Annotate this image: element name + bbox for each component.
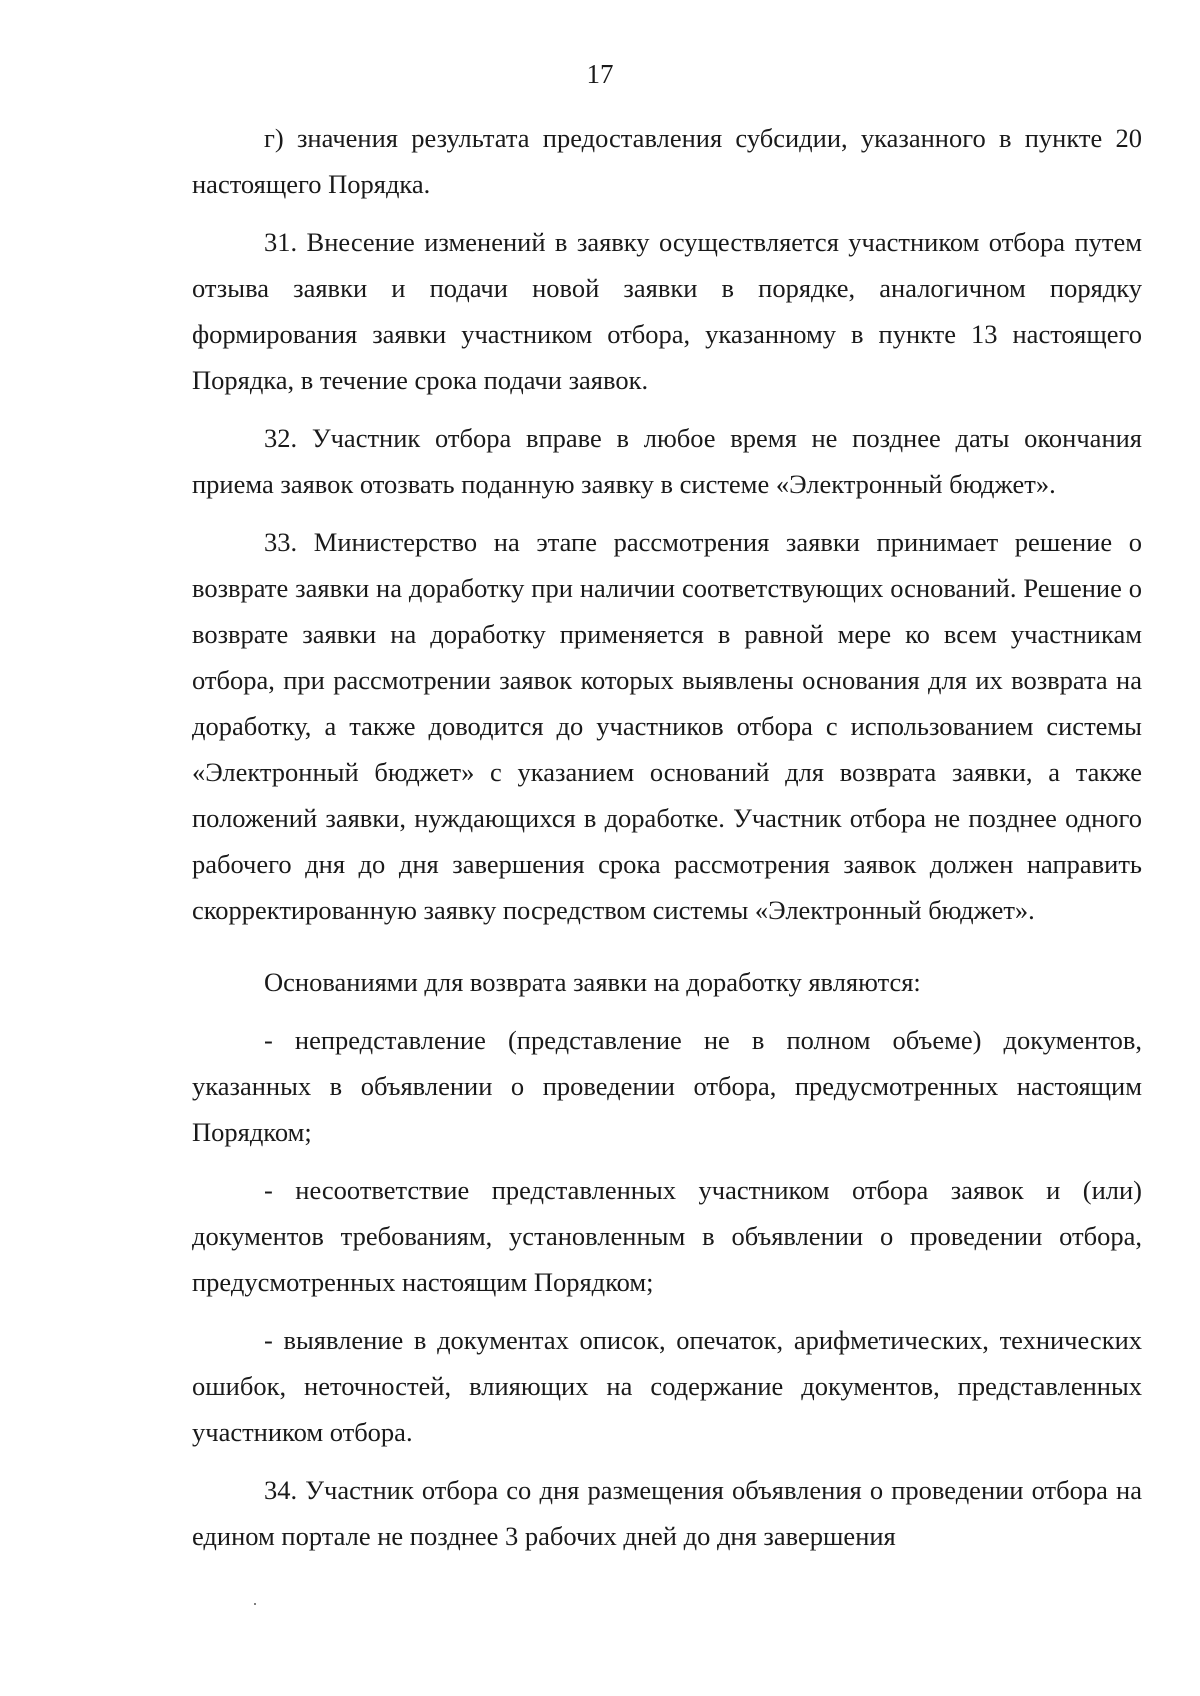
paragraph-33: 33. Министерство на этапе рассмотрения заявки принимает решение о возврате заявки на доработку при наличии соответствующих оснований. Решение о возврате заявки на доработку применяется в равной мере ко всем участникам отбора, при рассмотрении заявок которых выявлены основания для их возврата на доработку, а также доводится до участников отбора с использованием системы «Электронный бюджет» с указанием оснований для возврата заявки, а также положений заявки, нуждающихся в доработке. Участник отбора не позднее одного рабочего дня до дня завершения срока рассмотрения заявок должен направить скорректированную заявку посредством системы «Электронный бюджет». [192, 527, 1142, 925]
paragraph-item-g: г) значения результата предоставления субсидии, указанного в пункте 20 настоящего Порядка. [192, 123, 1142, 199]
document-body [192, 115, 1142, 1559]
paragraph-32: 32. Участник отбора вправе в любое время не позднее даты окончания приема заявок отозвать поданную заявку в системе «Электронный бюджет». [192, 423, 1142, 499]
ground-item-2: - несоответствие представленных участником отбора заявок и (или) документов требованиям, установленным в объявлении о проведении отбора, предусмотренных настоящим Порядком; [192, 1175, 1142, 1297]
paragraph-31: 31. Внесение изменений в заявку осуществляется участником отбора путем отзыва заявки и подачи новой заявки в порядке, аналогичном порядку формирования заявки участником отбора, указанному в пункте 13 настоящего Порядка, в течение срока подачи заявок. [192, 227, 1142, 395]
paragraph-34: 34. Участник отбора со дня размещения объявления о проведении отбора на едином портале не позднее 3 рабочих дней до дня завершения [192, 1475, 1142, 1551]
grounds-intro: Основаниями для возврата заявки на доработку являются: [264, 967, 921, 997]
ground-item-1: - непредставление (представление не в полном объеме) документов, указанных в объявлении о проведении отбора, предусмотренных настоящим Порядком; [192, 1025, 1142, 1147]
page-number: 17 [586, 59, 614, 89]
scan-artifact [254, 1603, 256, 1605]
ground-item-3: - выявление в документах описок, опечаток, арифметических, технических ошибок, неточностей, влияющих на содержание документов, представленных участником отбора. [192, 1325, 1142, 1447]
